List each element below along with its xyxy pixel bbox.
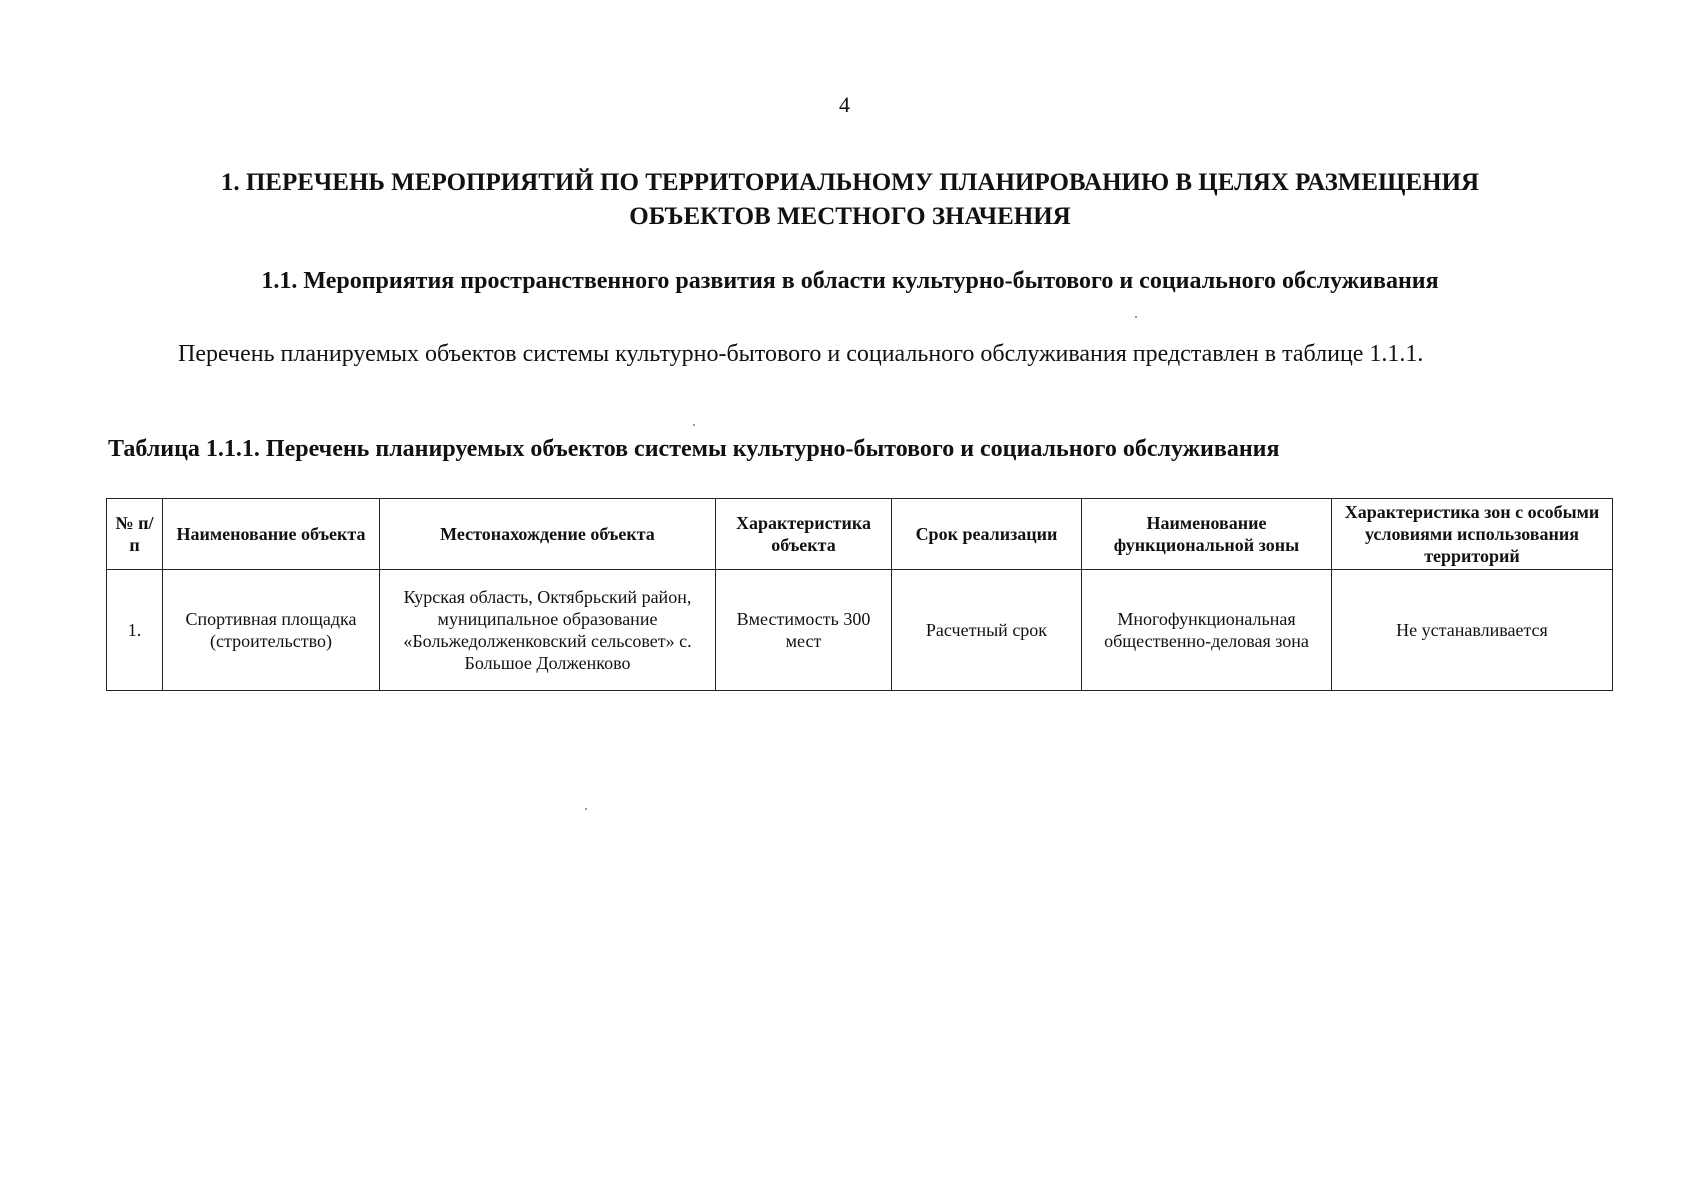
cell-zone: Многофункциональная общественно-деловая зона <box>1082 570 1332 691</box>
cell-characteristic: Вместимость 300 мест <box>716 570 892 691</box>
cell-name: Спортивная площадка (строительство) <box>163 570 380 691</box>
header-location: Местонахождение объекта <box>380 499 716 570</box>
scan-speck <box>693 424 695 426</box>
header-term: Срок реализации <box>892 499 1082 570</box>
header-name: Наименование объекта <box>163 499 380 570</box>
header-num: № п/п <box>107 499 163 570</box>
header-special-zones: Характеристика зон с особыми условиями использования территорий <box>1332 499 1613 570</box>
header-characteristic: Характеристика объекта <box>716 499 892 570</box>
cell-location: Курская область, Октябрьский район, муниципальное образование «Больжедолженковский сельсовет» с. Большое Долженково <box>380 570 716 691</box>
page-number: 4 <box>839 92 850 117</box>
main-title-line-1: 1. ПЕРЕЧЕНЬ МЕРОПРИЯТИЙ ПО ТЕРРИТОРИАЛЬНОМУ ПЛАНИРОВАНИЮ В ЦЕЛЯХ РАЗМЕЩЕНИЯ <box>220 169 1480 196</box>
scan-speck <box>1135 316 1137 318</box>
table-header-row <box>107 499 1613 570</box>
scan-speck <box>585 808 587 810</box>
cell-num: 1. <box>107 570 163 691</box>
main-title-line-2: ОБЪЕКТОВ МЕСТНОГО ЗНАЧЕНИЯ <box>629 203 1071 230</box>
cell-special-zones: Не устанавливается <box>1332 570 1613 691</box>
intro-paragraph: Перечень планируемых объектов системы культурно-бытового и социального обслуживания представлен в таблице 1.1.1. <box>178 341 1424 367</box>
header-zone: Наименование функциональной зоны <box>1082 499 1332 570</box>
objects-table <box>106 498 1613 691</box>
main-title <box>110 166 1590 234</box>
cell-term: Расчетный срок <box>892 570 1082 691</box>
table-row <box>107 570 1613 691</box>
table-caption: Таблица 1.1.1. Перечень планируемых объектов системы культурно-бытового и социального обслуживания <box>108 436 1280 462</box>
section-title: 1.1. Мероприятия пространственного развития в области культурно-бытового и социального обслуживания <box>261 268 1439 294</box>
